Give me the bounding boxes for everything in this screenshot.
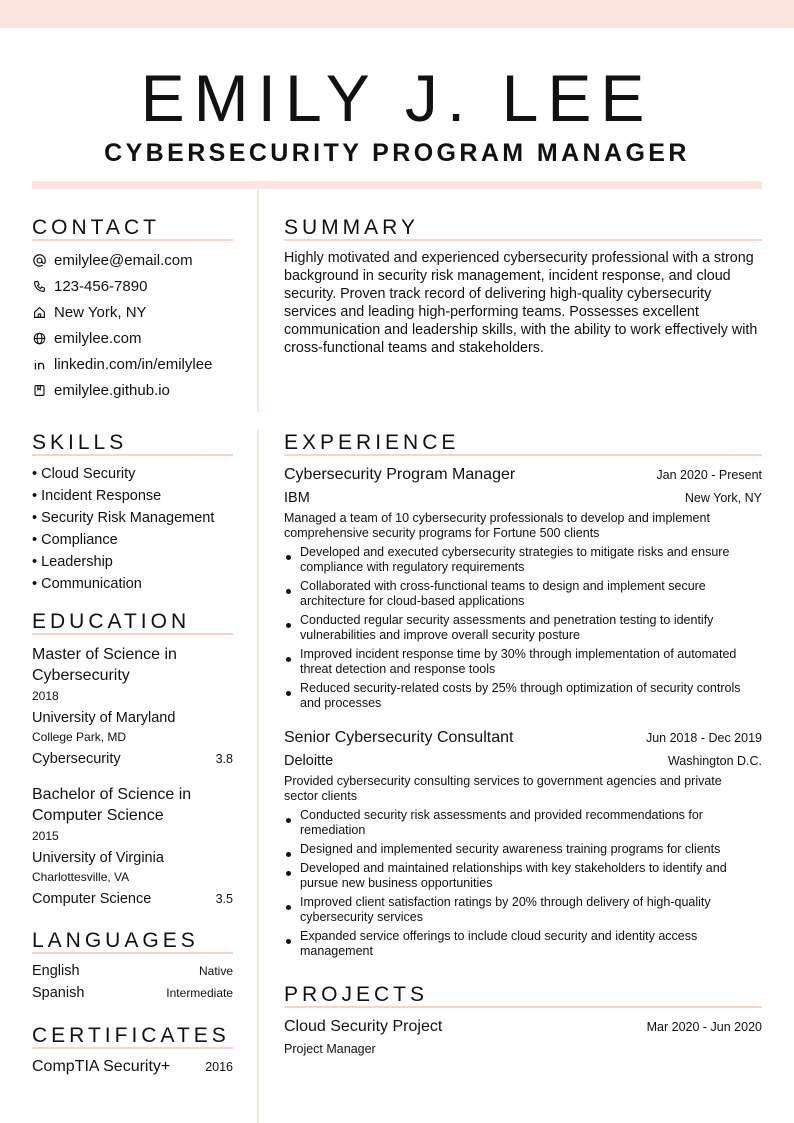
job-title: Senior Cybersecurity Consultant [284,729,514,746]
language-level: Intermediate [166,986,233,1000]
contact-github[interactable] [32,377,212,403]
column-divider-bottom [257,430,259,1123]
contact-location [32,299,212,325]
job-bullet: Reduced security-related costs by 25% through optimization of security controls and processes [284,681,762,711]
education-year: 2018 [32,689,59,703]
contact-linkedin-text: linkedin.com/in/emilylee [54,355,213,373]
contact-github-text: emilylee.github.io [54,381,170,399]
github-icon [32,383,46,397]
project-role: Project Manager [284,1042,376,1056]
contact-phone[interactable] [32,273,212,299]
job-bullet: Collaborated with cross-functional teams to design and implement secure architecture for cloud-based applications [284,579,762,609]
contact-phone-text: 123-456-7890 [54,277,148,295]
job-company: IBM [284,490,310,506]
projects-title: PROJECTS [284,983,429,1006]
certificate-name: CompTIA Security+ [32,1058,171,1075]
skill-item: • Communication [32,576,142,592]
job-description: Provided cybersecurity consulting services to government agencies and private sector clients [284,774,722,803]
education-location: College Park, MD [32,730,127,744]
education-degree: Bachelor of Science in Computer Science [32,786,192,824]
skill-item: • Compliance [32,532,118,548]
education-field: Cybersecurity [32,751,121,767]
contact-location-text: New York, NY [54,303,147,321]
job-bullet: Improved client satisfaction ratings by 20% through delivery of high-quality cybersecurity services [284,895,762,925]
contact-email-text: emilylee@email.com [54,251,193,269]
projects-title-rule [284,1006,762,1008]
job-dates: Jan 2020 - Present [656,468,762,482]
summary-text: Highly motivated and experienced cybersecurity professional with a strong background in security risk management, incident response, and cloud security. Proven track record of delivering high-quality cybersecurity services and leading high-performing teams. Possesses excellent communication and leadership skills, with the ability to work effectively with cross-functional teams and stakeholders. [284,250,758,356]
job-bullet: Expanded service offerings to include cloud security and identity access management [284,929,762,959]
column-divider-top [257,190,259,412]
contact-title-rule [32,239,233,241]
language-name: English [32,963,80,979]
education-gpa: 3.8 [215,752,233,766]
job-bullet: Designed and implemented security awareness training programs for clients [284,842,762,857]
job-bullets [284,808,762,963]
skills-title-rule [32,454,233,456]
education-school: University of Virginia [32,850,164,866]
project-dates: Mar 2020 - Jun 2020 [646,1020,762,1034]
education-title: EDUCATION [32,610,191,633]
experience-title: EXPERIENCE [284,431,460,454]
skill-item: • Cloud Security [32,466,136,482]
contact-website[interactable] [32,325,212,351]
skill-item: • Leadership [32,554,113,570]
home-icon [32,305,46,319]
job-bullet: Developed and executed cybersecurity strategies to mitigate risks and ensure compliance with regulatory requirements [284,545,762,575]
candidate-name: EMILY J. LEE [140,61,654,135]
education-degree: Master of Science in Cybersecurity [32,646,177,684]
project-name: Cloud Security Project [284,1018,443,1035]
certificates-title: CERTIFICATES [32,1024,230,1047]
certificates-title-rule [32,1047,233,1049]
linkedin-icon [32,357,46,371]
contact-list [32,247,212,403]
language-row [32,963,233,979]
top-accent-band [0,0,794,28]
certificate-row [32,1058,233,1076]
contact-title: CONTACT [32,216,160,239]
languages-title: LANGUAGES [32,929,199,952]
education-title-rule [32,633,233,635]
job-location: New York, NY [684,491,762,505]
job-company: Deloitte [284,753,334,769]
header-divider [32,181,762,189]
experience-title-rule [284,454,762,456]
summary-title: SUMMARY [284,216,419,239]
job-bullet: Conducted regular security assessments and penetration testing to identify vulnerabilities and improve overall security posture [284,613,762,643]
job-description: Managed a team of 10 cybersecurity professionals to develop and implement comprehensive security programs for Fortune 500 clients [284,511,710,540]
skill-item: • Security Risk Management [32,510,215,526]
phone-icon [32,279,46,293]
education-school: University of Maryland [32,710,176,726]
education-location: Charlottesville, VA [32,870,130,884]
skills-title: SKILLS [32,431,128,454]
job-location: Washington D.C. [667,754,762,768]
summary-title-rule [284,239,762,241]
job-title: Cybersecurity Program Manager [284,466,516,483]
job-bullet: Improved incident response time by 30% through implementation of automated threat detection and response tools [284,647,762,677]
contact-email[interactable] [32,247,212,273]
language-level: Native [198,964,233,978]
education-year: 2015 [32,829,59,843]
certificate-year: 2016 [205,1060,233,1074]
job-bullet: Conducted security risk assessments and provided recommendations for remediation [284,808,762,838]
globe-icon [32,331,46,345]
education-field: Computer Science [32,891,152,907]
job-bullet: Developed and maintained relationships with key stakeholders to identify and pursue new business opportunities [284,861,762,891]
language-name: Spanish [32,985,85,1001]
candidate-role: CYBERSECURITY PROGRAM MANAGER [104,139,690,167]
skills-list [32,463,214,595]
job-dates: Jun 2018 - Dec 2019 [645,731,762,745]
language-row [32,985,233,1001]
languages-title-rule [32,952,233,954]
contact-linkedin[interactable] [32,351,212,377]
education-gpa: 3.5 [215,892,233,906]
contact-website-text: emilylee.com [54,329,142,347]
skill-item: • Incident Response [32,488,162,504]
at-icon [32,253,46,267]
job-bullets [284,545,762,715]
